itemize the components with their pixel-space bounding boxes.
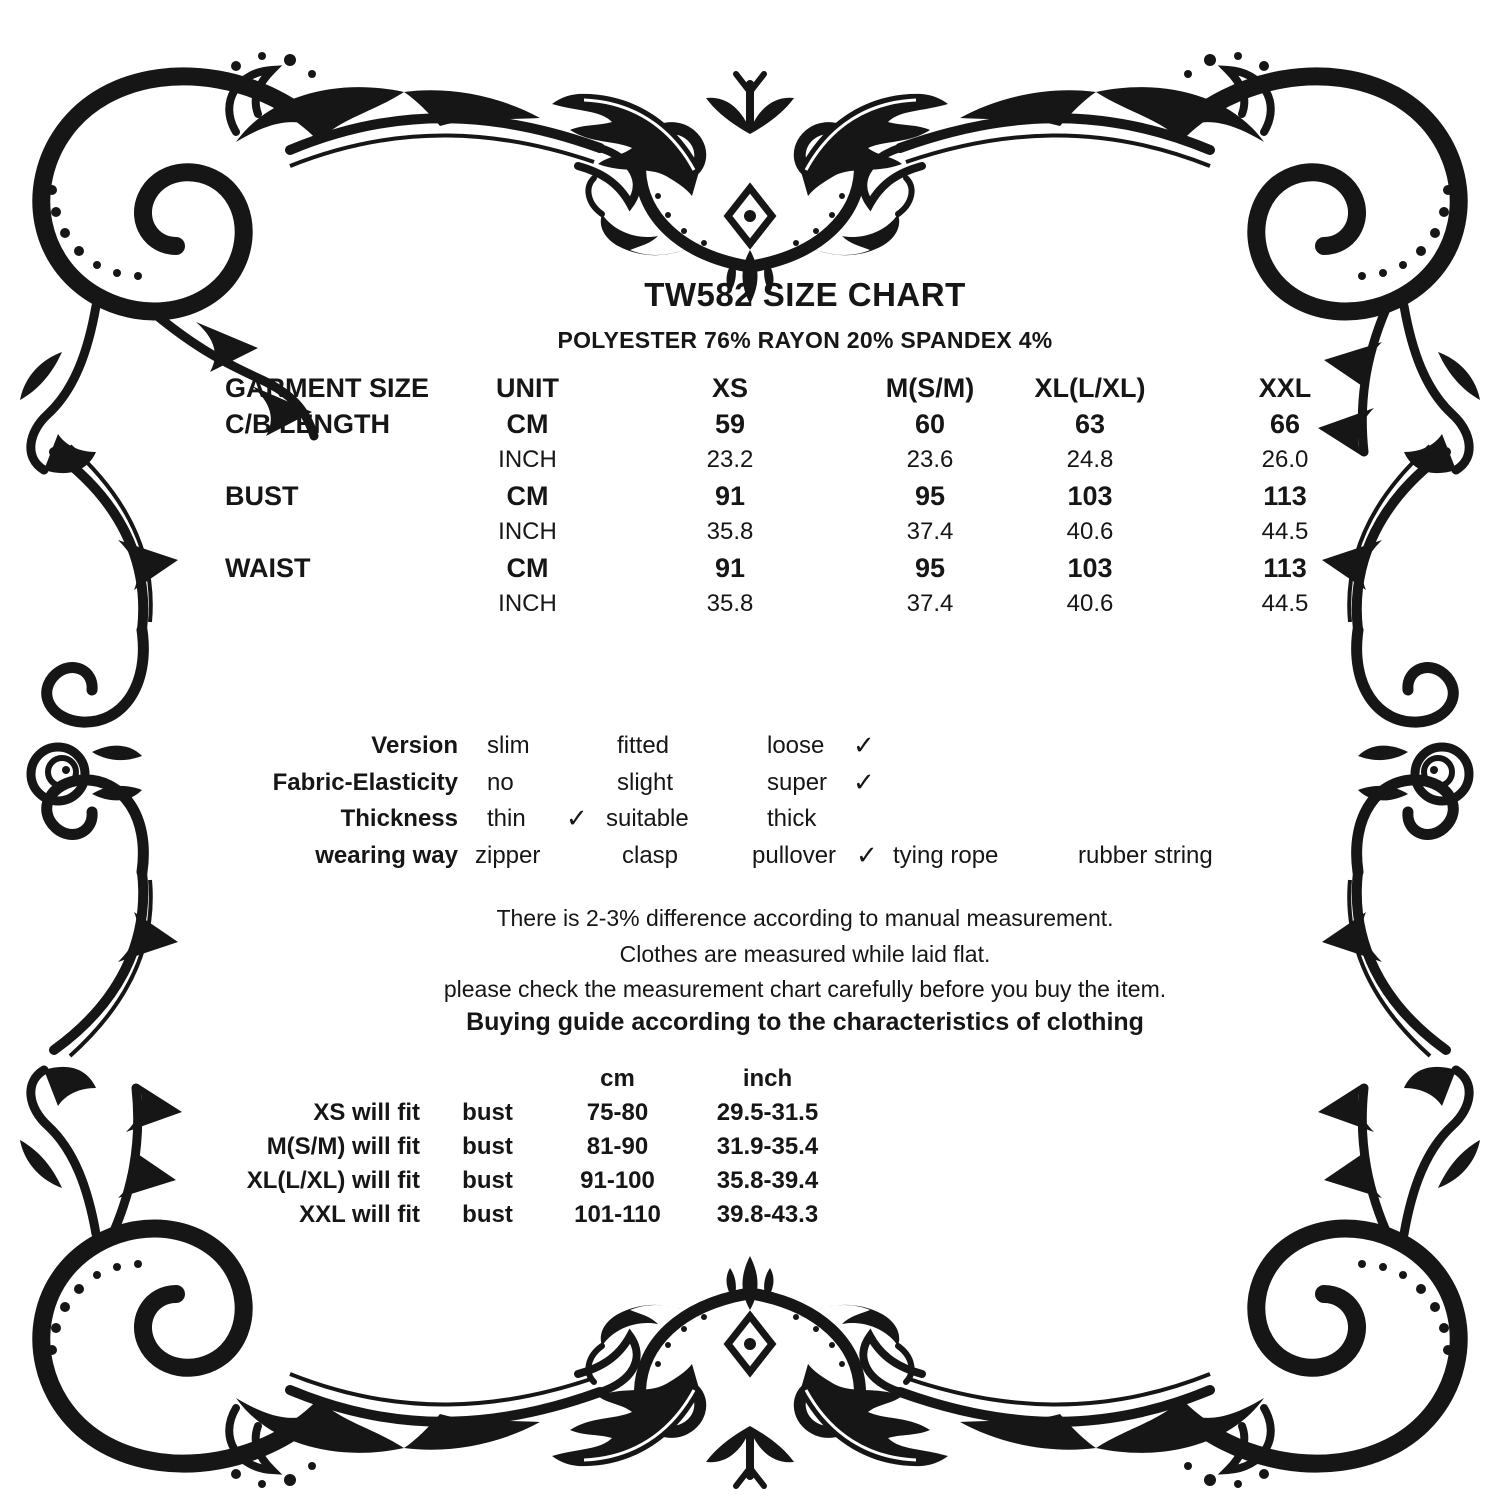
attr-row-elasticity <box>0 764 1500 801</box>
check-icon: ✓ <box>853 730 875 760</box>
size-table-header-xs: XS <box>711 373 749 403</box>
fit-row-label: XL(L/XL) will fit <box>246 1167 420 1194</box>
cell-value: 44.5 <box>1261 590 1309 617</box>
fit-measure: bust <box>462 1133 513 1160</box>
row-unit: INCH <box>498 446 557 473</box>
fit-inch-range: 35.8-39.4 <box>716 1167 819 1194</box>
fit-inch-range: 29.5-31.5 <box>716 1099 819 1126</box>
cell-value: 35.8 <box>706 590 754 617</box>
row-label <box>225 586 455 622</box>
fit-row-label: XS will fit <box>313 1099 420 1126</box>
buying-guide-heading: Buying guide according to the characteristics of clothing <box>466 1008 1144 1036</box>
size-table <box>225 370 1390 622</box>
cell-value: 113 <box>1263 481 1307 511</box>
fit-cm-range: 101-110 <box>574 1201 661 1228</box>
attr-row-version <box>0 727 1500 764</box>
fit-header-cm: cm <box>600 1065 635 1092</box>
attr-label: Version <box>371 732 458 759</box>
attr-option: pullover <box>752 842 837 869</box>
cell-value: 23.2 <box>706 446 754 473</box>
attr-option: rubber string <box>1078 842 1213 869</box>
attr-option: zipper <box>475 842 541 869</box>
attr-option: clasp <box>622 842 679 869</box>
fit-cm-range: 81-90 <box>586 1133 649 1160</box>
cell-value: 40.6 <box>1066 590 1114 617</box>
fabric-composition: POLYESTER 76% RAYON 20% SPANDEX 4% <box>557 327 1053 353</box>
cell-value: 113 <box>1263 553 1307 583</box>
note-line: Clothes are measured while laid flat. <box>619 941 991 967</box>
fit-cm-range: 91-100 <box>580 1167 655 1194</box>
size-table-header-garment: GARMENT SIZE <box>225 373 430 403</box>
cell-value: 63 <box>1074 409 1106 439</box>
row-label: C/B LENGTH <box>225 409 390 439</box>
cell-value: 95 <box>914 553 946 583</box>
attr-option: loose <box>767 732 825 759</box>
attr-option: super <box>767 769 828 796</box>
attr-option: slim <box>487 732 530 759</box>
page-title: TW582 SIZE CHART <box>644 276 966 313</box>
cell-value: 44.5 <box>1261 518 1309 545</box>
attr-label: wearing way <box>315 842 458 869</box>
attr-option: tying rope <box>893 842 999 869</box>
size-table-header-m: M(S/M) <box>885 373 975 403</box>
cell-value: 24.8 <box>1066 446 1114 473</box>
note-line: There is 2-3% difference according to manual measurement. <box>496 905 1114 931</box>
cell-value: 60 <box>914 409 946 439</box>
row-unit: INCH <box>498 518 557 545</box>
fit-cm-range: 75-80 <box>586 1099 649 1126</box>
cell-value: 40.6 <box>1066 518 1114 545</box>
attr-option: suitable <box>606 805 689 832</box>
cell-value: 91 <box>714 481 746 511</box>
check-icon: ✓ <box>856 840 878 870</box>
row-unit: INCH <box>498 590 557 617</box>
fit-header-inch: inch <box>742 1065 793 1092</box>
size-table-header-unit: UNIT <box>496 373 559 403</box>
row-label: WAIST <box>225 553 311 583</box>
check-icon: ✓ <box>853 767 875 797</box>
cell-value: 37.4 <box>906 518 954 545</box>
attr-option: thick <box>767 805 817 832</box>
attr-option: thin <box>487 805 526 832</box>
attr-option: slight <box>617 769 674 796</box>
empty-cell <box>180 1062 420 1096</box>
attr-option: no <box>487 769 514 796</box>
row-label <box>225 514 455 550</box>
cell-value: 23.6 <box>906 446 954 473</box>
cell-value: 59 <box>714 409 746 439</box>
fit-measure: bust <box>462 1099 513 1126</box>
row-unit: CM <box>506 481 549 511</box>
size-table-header-xxl: XXL <box>1258 373 1312 403</box>
attr-option: fitted <box>617 732 670 759</box>
row-unit: CM <box>506 553 549 583</box>
check-icon: ✓ <box>566 803 588 833</box>
attr-row-thickness <box>0 800 1500 837</box>
attr-label: Thickness <box>340 805 458 832</box>
note-line: please check the measurement chart carefully before you buy the item. <box>443 976 1167 1002</box>
fit-inch-range: 39.8-43.3 <box>716 1201 819 1228</box>
row-unit: CM <box>506 409 549 439</box>
fit-measure: bust <box>462 1201 513 1228</box>
cell-value: 66 <box>1269 409 1301 439</box>
size-table-header-xl: XL(L/XL) <box>1034 373 1146 403</box>
cell-value: 35.8 <box>706 518 754 545</box>
attr-label: Fabric-Elasticity <box>272 769 458 796</box>
fit-row-label: M(S/M) will fit <box>266 1133 420 1160</box>
cell-value: 103 <box>1067 481 1113 511</box>
cell-value: 37.4 <box>906 590 954 617</box>
row-label <box>225 442 455 478</box>
empty-cell <box>420 1062 555 1096</box>
cell-value: 103 <box>1067 553 1113 583</box>
cell-value: 26.0 <box>1261 446 1309 473</box>
fit-inch-range: 31.9-35.4 <box>716 1133 819 1160</box>
fit-row-label: XXL will fit <box>299 1201 420 1228</box>
row-label: BUST <box>225 481 299 511</box>
buying-guide-table <box>180 1062 855 1232</box>
cell-value: 91 <box>714 553 746 583</box>
cell-value: 95 <box>914 481 946 511</box>
fit-measure: bust <box>462 1167 513 1194</box>
attr-row-wearing-way <box>0 837 1500 874</box>
